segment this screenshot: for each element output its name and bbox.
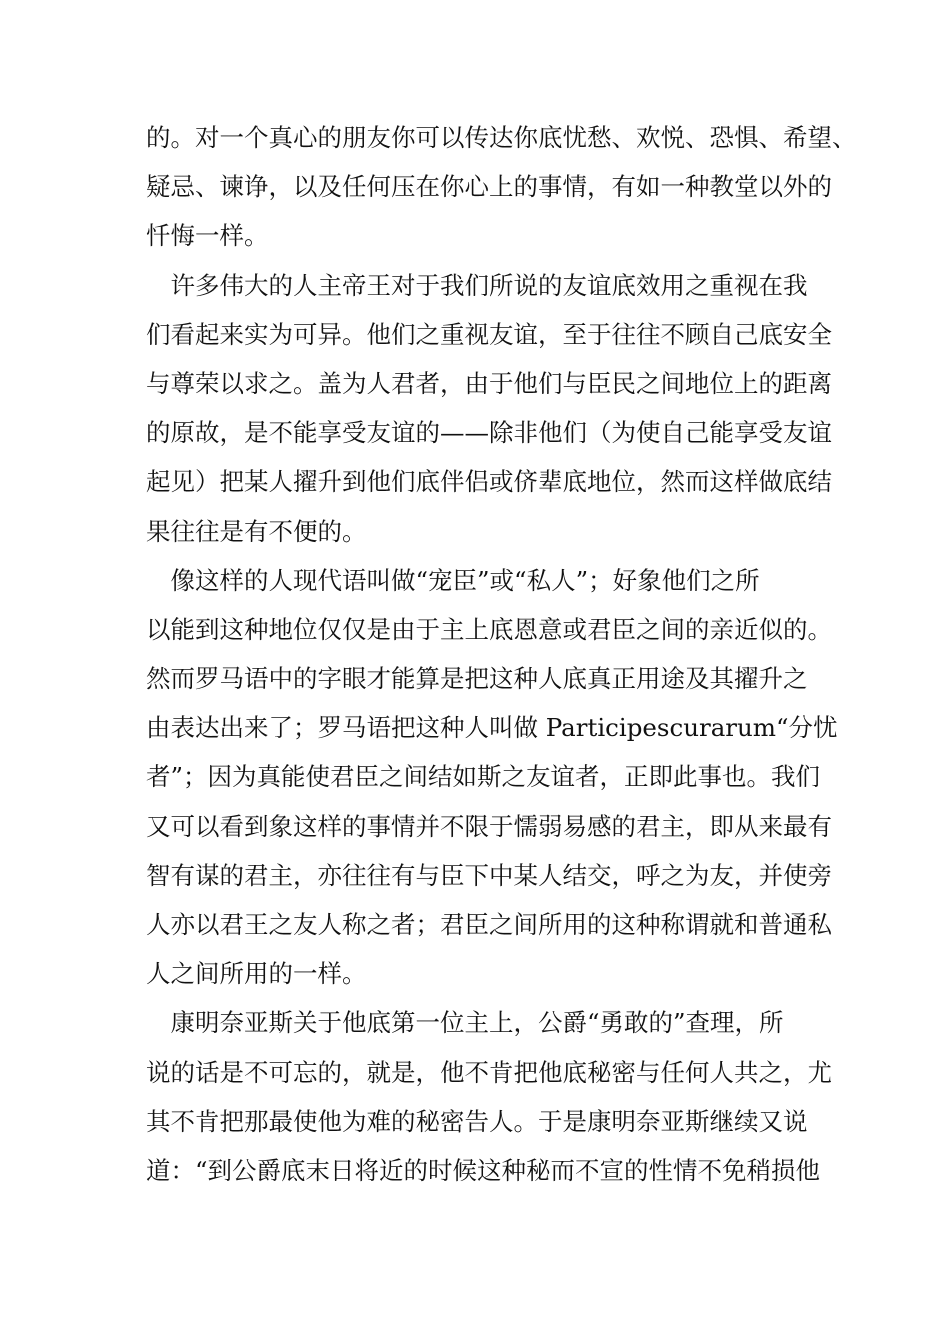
text-line: 起见）把某人擢升到他们底伴侣或侪辈底地位，然而这样做底结 [146,467,832,497]
text-line: 智有谋的君主，亦往往有与臣下中某人结交，呼之为友，并使旁 [146,860,832,890]
body-text [146,113,857,1195]
text-line: 人亦以君王之友人称之者；君臣之间所用的这种称谓就和普通私 [146,910,832,939]
text-line: 的原故，是不能享受友谊的——除非他们（为使自己能享受友谊 [146,418,832,448]
text-line: 与尊荣以求之。盖为人君者，由于他们与臣民之间地位上的距离 [146,368,832,398]
text-line: 忏悔一样。 [146,221,269,251]
text-line: 然而罗马语中的字眼才能算是把这种人底真正用途及其擢升之 [146,664,808,694]
text-line: 其不肯把那最使他为难的秘密告人。于是康明奈亚斯继续又说 [146,1106,808,1136]
text-line: 康明奈亚斯关于他底第一位主上，公爵“勇敢的”查理，所 [146,1008,784,1038]
text-line: 许多伟大的人主帝王对于我们所说的友谊底效用之重视在我 [146,270,808,300]
text-line: 人之间所用的一样。 [146,959,367,989]
text-line: 疑忌、谏诤，以及任何压在你心上的事情，有如一种教堂以外的 [146,172,832,202]
text-line: 说的话是不可忘的，就是，他不肯把他底秘密与任何人共之，尤 [146,1057,832,1087]
text-line: 由表达出来了；罗马语把这种人叫做 Participescurarum“分忧 [146,713,838,743]
text-line: 果往往是有不便的。 [146,516,367,546]
text-line: 道：“到公爵底末日将近的时候这种秘而不宣的性情不免稍损他 [146,1155,821,1185]
text-line: 者”；因为真能使君臣之间结如斯之友谊者，正即此事也。我们 [146,762,821,792]
text-line: 以能到这种地位仅仅是由于主上底恩意或君臣之间的亲近似的。 [146,614,832,644]
text-line: 的。对一个真心的朋友你可以传达你底忧愁、欢悦、恐惧、希望、 [146,123,857,152]
text-line: 们看起来实为可异。他们之重视友谊，至于往往不顾自己底安全 [146,319,832,349]
text-line: 像这样的人现代语叫做“宠臣”或“私人”；好象他们之所 [146,565,760,595]
text-line: 又可以看到象这样的事情并不限于懦弱易感的君主，即从来最有 [146,811,832,841]
